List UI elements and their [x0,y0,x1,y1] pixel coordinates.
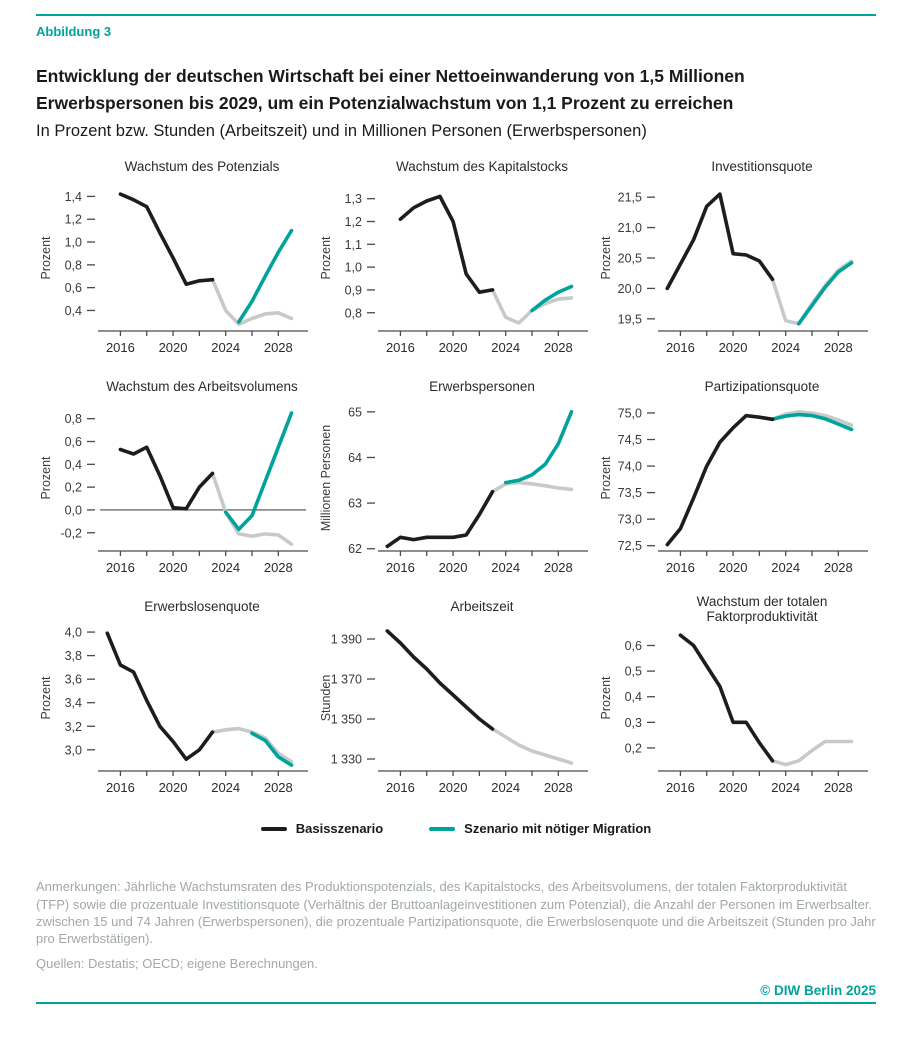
x-tick-label: 2020 [718,780,748,796]
migration-line [799,263,852,324]
y-tick-label: 73,0 [617,512,642,527]
x-tick-label: 2020 [438,560,468,576]
x-tick-label: 2016 [385,340,415,356]
x-tick-label: 2016 [105,340,135,356]
y-tick-label: 1 330 [330,752,362,767]
figure-sources: Quellen: Destatis; OECD; eigene Berechnungen. [36,956,318,972]
x-tick-label: 2020 [718,340,748,356]
chart-title: Arbeitszeit [450,599,514,615]
projection-line [493,483,572,492]
x-tick-label: 2024 [211,780,241,796]
y-tick-label: 64 [348,451,362,466]
x-tick-label: 2024 [771,780,801,796]
migration-line [506,412,572,483]
migration-line-swatch [429,827,455,832]
y-tick-label: 1,0 [64,235,82,250]
chart-title: Wachstum des Kapitalstocks [395,159,569,175]
y-tick-label: 0,8 [64,412,82,427]
x-tick-label: 2020 [158,780,188,796]
y-tick-label: 74,5 [617,433,642,448]
chart-title: Wachstum der totalen [696,595,828,610]
chart-svg [596,595,876,815]
y-tick-label: 19,5 [617,312,642,327]
y-tick-label: 20,0 [617,282,642,297]
x-tick-label: 2024 [771,340,801,356]
chart-svg [36,595,316,815]
charts-grid [36,155,876,815]
chart-svg [36,155,316,375]
y-tick-label: 21,5 [617,190,642,205]
x-tick-label: 2028 [263,560,293,576]
y-tick-label: 62 [348,542,362,557]
chart-6 [596,375,876,595]
y-tick-label: 0,4 [624,690,642,705]
migration-line [239,231,292,322]
x-tick-label: 2024 [491,340,521,356]
y-axis-label: Prozent [39,676,53,720]
x-tick-label: 2020 [158,340,188,356]
y-axis-label: Prozent [39,236,53,280]
basis-line [107,633,212,759]
figure-title: Entwicklung der deutschen Wirtschaft bei einer Nettoeinwanderung von 1,5 Millionen Erwerbspersonen bis 2029, um ein Potenzialwachstum von 1,1 Prozent zu erreichen [36,66,745,114]
chart-5 [316,375,596,595]
chart-title: Erwerbslosenquote [144,599,260,615]
x-tick-label: 2016 [665,780,695,796]
basis-line [680,635,772,761]
x-tick-label: 2024 [491,780,521,796]
y-tick-label: 0,8 [64,258,82,273]
bottom-rule [36,1002,876,1004]
y-tick-label: 63 [348,496,362,511]
y-tick-label: 3,4 [64,696,82,711]
x-tick-label: 2016 [385,560,415,576]
migration-line [226,413,292,529]
basis-line [120,194,212,284]
y-tick-label: 0,6 [624,639,642,654]
y-tick-label: 0,6 [64,435,82,450]
x-tick-label: 2024 [491,560,521,576]
y-axis-label: Prozent [599,676,613,720]
legend [36,821,876,836]
x-tick-label: 2016 [665,340,695,356]
x-tick-label: 2016 [665,560,695,576]
y-tick-label: 0,6 [64,281,82,296]
x-tick-label: 2020 [718,560,748,576]
chart-title: Investitionsquote [711,159,813,175]
y-tick-label: 0,5 [624,664,642,679]
y-tick-label: 3,2 [64,720,82,735]
y-tick-label: 4,0 [64,625,82,640]
chart-1 [36,155,316,375]
chart-svg [596,375,876,595]
chart-svg [316,595,596,815]
y-tick-label: 73,5 [617,486,642,501]
basis-line [387,492,492,547]
chart-svg [36,375,316,595]
chart-2 [316,155,596,375]
y-axis-label: Millionen Personen [319,425,333,532]
y-axis-label: Prozent [599,456,613,500]
chart-title: Partizipationsquote [704,379,820,395]
figure-notes: Anmerkungen: Jährliche Wachstumsraten des Produktionspotenzials, des Kapitalstocks, des Arbeitsvolumens, der totalen Faktorproduktivität (TFP) sowie die prozentuale Investitionsquote (Verhältnis der Bruttoanlageinvestitionen zum Potenzial), die Anzahl der Personen im Erwerbsalter. zwischen 15 und 74 Jahren (Erwerbspersonen), die prozentuale Partizipationsquote, die Erwerbslosenquote und die Arbeitszeit (Stunden pro Jahr pro Erwerbstätigen). [36,879,876,947]
y-tick-label: 1,4 [64,190,82,205]
x-tick-label: 2024 [771,560,801,576]
y-tick-label: 0,2 [624,741,642,756]
top-rule [36,14,876,16]
y-tick-label: -0,2 [60,526,82,541]
figure-subtitle: In Prozent bzw. Stunden (Arbeitszeit) und in Millionen Personen (Erwerbspersonen) [36,122,647,141]
y-axis-label: Prozent [599,236,613,280]
y-tick-label: 0,9 [344,283,362,298]
basisszenario-line-swatch [261,827,287,832]
projection-line [493,729,572,763]
y-tick-label: 0,4 [64,458,82,473]
chart-svg [316,155,596,375]
chart-9 [596,595,876,815]
y-tick-label: 3,8 [64,649,82,664]
y-tick-label: 75,0 [617,406,642,421]
chart-7 [36,595,316,815]
x-tick-label: 2028 [543,560,573,576]
legend-label-migration: Szenario mit nötiger Migration [464,821,652,837]
y-axis-label: Stunden [319,674,333,722]
basis-line [400,197,492,293]
y-axis-label: Prozent [39,456,53,500]
x-tick-label: 2016 [385,780,415,796]
chart-title: Faktorproduktivität [706,609,818,625]
chart-title: Erwerbspersonen [429,379,535,395]
y-tick-label: 1,0 [344,260,362,275]
y-tick-label: 21,0 [617,221,642,236]
chart-title: Wachstum des Arbeitsvolumens [106,379,298,395]
y-tick-label: 0,0 [64,503,82,518]
y-tick-label: 1,3 [344,192,362,207]
figure-label: Abbildung 3 [36,24,112,39]
y-tick-label: 72,5 [617,539,642,554]
y-tick-label: 0,4 [64,304,82,319]
projection-line [493,290,572,323]
x-tick-label: 2024 [211,340,241,356]
y-tick-label: 3,6 [64,672,82,687]
x-tick-label: 2028 [263,780,293,796]
y-tick-label: 0,3 [624,716,642,731]
y-tick-label: 20,5 [617,251,642,266]
y-tick-label: 0,2 [64,480,82,495]
x-tick-label: 2028 [823,560,853,576]
x-tick-label: 2028 [543,780,573,796]
x-tick-label: 2028 [823,340,853,356]
y-tick-label: 1 390 [330,632,362,647]
y-tick-label: 1 370 [330,672,362,687]
y-tick-label: 65 [348,405,362,420]
y-tick-label: 1,1 [344,238,362,253]
y-tick-label: 1 350 [330,712,362,727]
basis-line [120,447,212,509]
x-tick-label: 2028 [263,340,293,356]
y-tick-label: 3,0 [64,743,82,758]
chart-title: Wachstum des Potenzials [124,159,280,175]
basis-line [667,416,772,545]
basis-line [387,631,492,729]
x-tick-label: 2016 [105,560,135,576]
y-tick-label: 74,0 [617,459,642,474]
basis-line [667,194,772,288]
projection-line [773,742,852,765]
y-tick-label: 1,2 [64,212,82,227]
figure-copyright: © DIW Berlin 2025 [760,983,876,999]
migration-line [252,734,292,766]
legend-label-basisszenario: Basisszenario [295,821,384,837]
x-tick-label: 2024 [211,560,241,576]
chart-svg [596,155,876,375]
chart-8 [316,595,596,815]
chart-svg [316,375,596,595]
x-tick-label: 2016 [105,780,135,796]
legend-item-basisszenario [261,821,383,836]
chart-4 [36,375,316,595]
x-tick-label: 2020 [438,340,468,356]
y-axis-label: Prozent [319,236,333,280]
x-tick-label: 2020 [438,780,468,796]
y-tick-label: 0,8 [344,306,362,321]
x-tick-label: 2028 [823,780,853,796]
y-tick-label: 1,2 [344,215,362,230]
chart-3 [596,155,876,375]
projection-line [213,474,292,545]
x-tick-label: 2028 [543,340,573,356]
x-tick-label: 2020 [158,560,188,576]
legend-item-migration [429,821,651,836]
